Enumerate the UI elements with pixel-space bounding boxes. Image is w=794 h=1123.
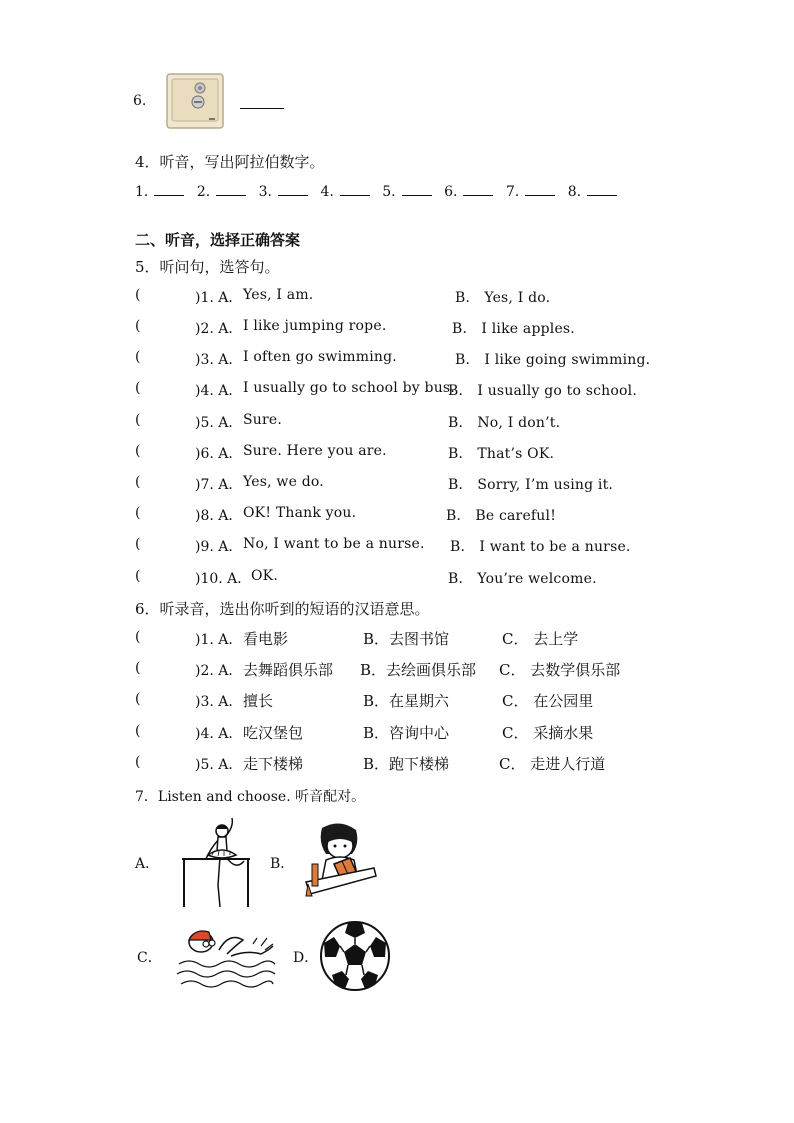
answer-blank[interactable]	[278, 194, 308, 196]
option-number: )3. A．	[195, 694, 243, 710]
list-item: (	[135, 691, 141, 707]
option-number: )10. A．	[195, 571, 252, 587]
girl-reading-image	[304, 820, 378, 898]
list-item: (	[135, 568, 141, 584]
answer-blank[interactable]	[240, 102, 284, 109]
option-number: )1. A．	[195, 290, 243, 306]
blank-number: 6.	[444, 184, 458, 200]
option-a[interactable]: 看电影	[243, 630, 289, 648]
option-b[interactable]: B．去绘画俱乐部	[360, 661, 477, 679]
option-b[interactable]: B．咨询中心	[363, 724, 450, 742]
option-number: )1. A．	[195, 632, 243, 648]
number-blanks-row	[135, 184, 625, 200]
answer-blank[interactable]	[154, 194, 184, 196]
section-4-title: 4．听音，写出阿拉伯数字。	[135, 153, 325, 171]
blank-number: 1.	[135, 184, 149, 200]
option-a[interactable]: I usually go to school by bus.	[243, 380, 455, 396]
list-item: (	[135, 660, 141, 676]
list-item: (	[135, 443, 141, 459]
question-6-title: 6．听录音，选出你听到的短语的汉语意思。	[135, 600, 430, 618]
option-b[interactable]: B．去图书馆	[363, 630, 450, 648]
picture-label-c: C．	[137, 950, 162, 966]
answer-blank[interactable]	[525, 194, 555, 196]
option-c[interactable]: C． 走进人行道	[499, 755, 606, 773]
section-heading: 二、听音，选择正确答案	[135, 231, 301, 249]
option-a[interactable]: 去舞蹈俱乐部	[243, 661, 334, 679]
blank-number: 2.	[196, 184, 211, 200]
answer-blank[interactable]	[587, 194, 617, 196]
option-number: )4. A．	[195, 383, 243, 399]
option-b[interactable]: B． No, I don’t.	[448, 415, 561, 431]
option-a[interactable]: OK! Thank you.	[243, 505, 357, 521]
list-item: (	[135, 412, 141, 428]
option-c[interactable]: C． 去数学俱乐部	[499, 661, 621, 679]
option-b[interactable]: B． I like apples.	[452, 321, 575, 337]
blank-number: 4.	[320, 184, 334, 200]
list-item: (	[135, 754, 141, 770]
option-number: )2. A．	[195, 321, 243, 337]
question-7-title: 7．Listen and choose. 听音配对。	[135, 789, 366, 805]
option-number: )3. A．	[195, 352, 243, 368]
question-6-label: 6.	[133, 93, 147, 109]
answer-blank[interactable]	[216, 194, 246, 196]
answer-blank[interactable]	[340, 194, 370, 196]
option-number: )5. A．	[195, 415, 243, 431]
picture-label-d: D．	[293, 950, 319, 966]
answer-blank[interactable]	[463, 194, 493, 196]
list-item: (	[135, 380, 141, 396]
option-b[interactable]: B．在星期六	[363, 692, 450, 710]
option-number: )8. A．	[195, 508, 243, 524]
list-item: (	[135, 287, 141, 303]
option-a[interactable]: 吃汉堡包	[243, 724, 304, 742]
list-item: (	[135, 629, 141, 645]
option-b[interactable]: B． That’s OK.	[448, 446, 555, 462]
option-number: )4. A．	[195, 726, 243, 742]
blank-number: 5.	[382, 184, 396, 200]
option-number: )6. A．	[195, 446, 243, 462]
list-item: (	[135, 349, 141, 365]
blank-number: 3.	[258, 184, 272, 200]
option-b[interactable]: B． Sorry, I’m using it.	[448, 477, 614, 493]
swimmer-image	[175, 920, 277, 992]
option-b[interactable]: B． Be careful!	[446, 508, 557, 524]
option-number: )2. A．	[195, 663, 243, 679]
option-number: )9. A．	[195, 539, 243, 555]
ballet-dancer-image	[178, 815, 254, 911]
question-5-title: 5．听问句，选答句。	[135, 258, 280, 276]
list-item: (	[135, 536, 141, 552]
list-item: (	[135, 723, 141, 739]
list-item: (	[135, 505, 141, 521]
blank-number: 8.	[567, 184, 582, 200]
option-b[interactable]: B． Yes, I do.	[455, 290, 551, 306]
option-number: )5. A．	[195, 757, 243, 773]
option-a[interactable]: Yes, I am.	[243, 287, 314, 303]
soccer-ball-icon	[318, 919, 392, 993]
option-b[interactable]: B． I want to be a nurse.	[450, 539, 631, 555]
list-item: (	[135, 318, 141, 334]
option-b[interactable]: B． I usually go to school.	[448, 383, 637, 399]
option-a[interactable]: OK.	[251, 568, 278, 584]
picture-label-a: A．	[135, 856, 160, 872]
option-a[interactable]: Yes, we do.	[243, 474, 324, 490]
option-c[interactable]: C． 在公园里	[502, 692, 594, 710]
option-b[interactable]: B． I like going swimming.	[455, 352, 651, 368]
option-b[interactable]: B．跑下楼梯	[363, 755, 450, 773]
option-a[interactable]: 擅长	[243, 692, 274, 710]
option-a[interactable]: I often go swimming.	[243, 349, 397, 365]
blank-number: 7.	[505, 184, 520, 200]
option-a[interactable]: Sure. Here you are.	[243, 443, 387, 459]
option-c[interactable]: C． 采摘水果	[502, 724, 594, 742]
option-a[interactable]: Sure.	[243, 412, 283, 428]
option-a[interactable]: 走下楼梯	[243, 755, 304, 773]
option-c[interactable]: C． 去上学	[502, 630, 579, 648]
picture-label-b: B．	[270, 856, 295, 872]
option-a[interactable]: I like jumping rope.	[243, 318, 387, 334]
option-a[interactable]: No, I want to be a nurse.	[243, 536, 425, 552]
option-number: )7. A．	[195, 477, 243, 493]
safe-image	[165, 70, 227, 132]
option-b[interactable]: B． You’re welcome.	[448, 571, 597, 587]
answer-blank[interactable]	[402, 194, 432, 196]
list-item: (	[135, 474, 141, 490]
